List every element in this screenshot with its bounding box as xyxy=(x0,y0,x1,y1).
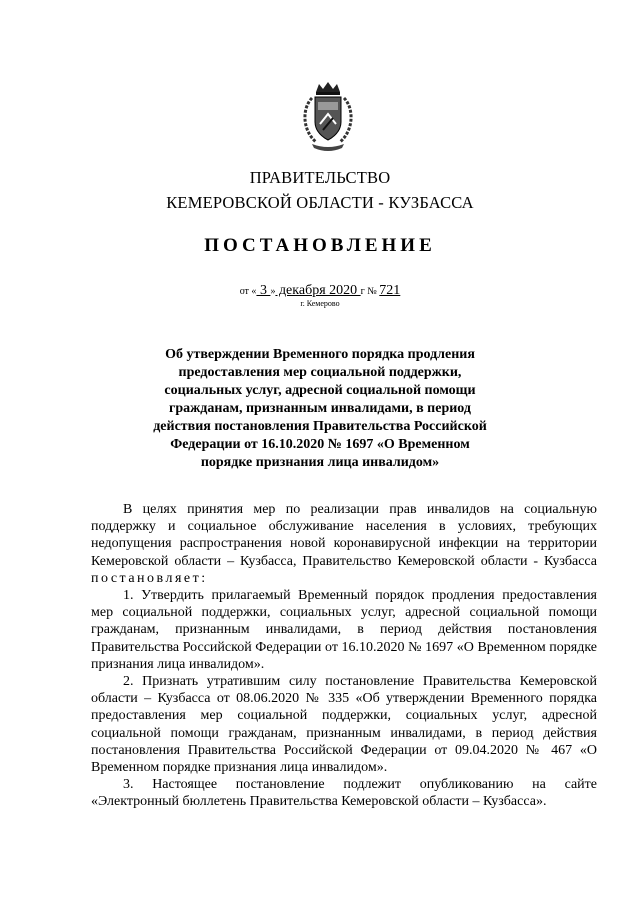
date-from-label: от « xyxy=(239,286,257,297)
document-city: г. Кемерово xyxy=(300,299,340,308)
intro-text: В целях принятия мер по реализации прав инвалидов на социальную поддержку и социальное обслуживание населения в условиях, требующих недопущения распространения новой коронавирусной инфекции на территории Кемеровской области – Кузбасса, Правительство Кемеровской области - Кузбасса xyxy=(91,502,597,569)
date-quote-close: » xyxy=(270,286,276,297)
date-day: 3 xyxy=(256,283,271,298)
number-sign: № xyxy=(367,286,380,297)
intro-paragraph xyxy=(91,501,597,587)
decree-word: постановляет: xyxy=(91,570,208,586)
date-month-year: декабря 2020 xyxy=(275,283,361,298)
government-name-line1: ПРАВИТЕЛЬСТВО xyxy=(249,168,391,187)
document-type-title: ПОСТАНОВЛЕНИЕ xyxy=(204,235,436,256)
document-body xyxy=(91,501,597,811)
date-year-mark: г xyxy=(360,286,368,297)
paragraph-3: 3. Настоящее постановление подлежит опубликованию на сайте «Электронный бюллетень Правительства Кемеровской области – Кузбасса». xyxy=(91,777,597,810)
government-name-line2: КЕМЕРОВСКОЙ ОБЛАСТИ - КУЗБАССА xyxy=(166,193,474,212)
paragraph-2: 2. Признать утратившим силу постановление Правительства Кемеровской области – Кузбасса от 08.06.2020 № 335 «Об утверждении Временного порядка предоставления мер социальной поддержки, социальных услуг, адресной социальной помощи гражданам, признанным инвалидами, в период действия постановления Правительства Российской Федерации от 09.04.2020 № 467 «О Временном порядке признания лица инвалидом». xyxy=(91,674,597,776)
paragraph-1: 1. Утвердить прилагаемый Временный порядок продления предоставления мер социальной поддержки, социальных услуг, адресной социальной помощи гражданам, признанным инвалидами, в период действия постановления Правительства Российской Федерации от 16.10.2020 № 1697 «О Временном порядке признания лица инвалидом». xyxy=(91,588,597,672)
document-subject-heading: Об утверждении Временного порядка продления предоставления мер социальной поддержки, социальных услуг, адресной социальной помощи гражданам, признанным инвалидами, в период действия постановления Правительства Российской Федерации от 16.10.2020 № 1697 «О Временном порядке признания лица инвалидом» xyxy=(153,347,487,470)
coat-of-arms-emblem xyxy=(298,80,358,152)
document-number: 721 xyxy=(379,283,401,298)
document-dateline xyxy=(0,283,640,299)
